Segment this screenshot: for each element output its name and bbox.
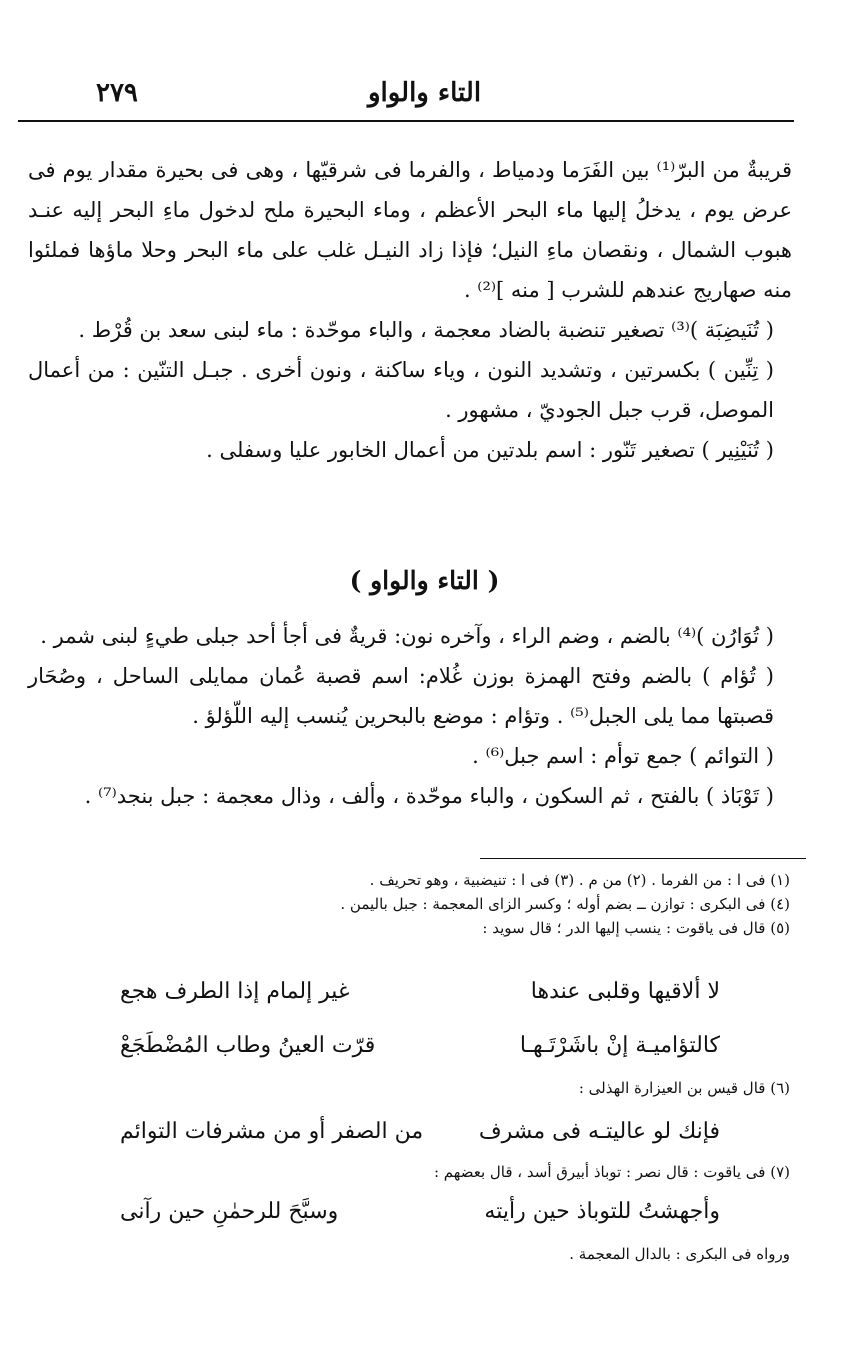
footnote-rule bbox=[480, 858, 806, 859]
header-rule bbox=[18, 120, 794, 122]
footnote-7: (٧) فى ياقوت : قال نصر : توباذ أبيرق أسد ، قال بعضهم : bbox=[433, 1163, 790, 1181]
verse-line bbox=[120, 1112, 720, 1152]
section-heading: ( التاء والواو ) bbox=[349, 566, 500, 595]
entry-tawbadh: ( تَوْبَاذ ) بالفتح ، ثم السكون ، والباء موحّدة ، وألف ، وذال معجمة : جبل بنجد⁽⁷⁾ . bbox=[84, 784, 774, 808]
footnote-6: (٦) قال قيس بن العيزارة الهذلى : bbox=[578, 1079, 790, 1097]
verse-line bbox=[120, 972, 720, 1012]
verse-hemistich: لا ألاقيها وقلبى عندها bbox=[530, 979, 720, 1004]
verse-hemistich: وأجهشتُ للتوباذ حين رأيته bbox=[484, 1199, 720, 1224]
verse-hemistich: فإنك لو عاليتـه فى مشرف bbox=[478, 1119, 720, 1144]
entry-tunaynir: ( تُنَيْنِير ) تصغير تَنّور : اسم بلدتين من أعمال الخابور عليا وسفلى . bbox=[206, 438, 774, 462]
verse-line bbox=[120, 1026, 720, 1066]
footnote-1-3: (١) فى ا : من الفرما . (٢) من م . (٣) فى ا : تنيضبية ، وهو تحريف . bbox=[369, 871, 790, 889]
footnote-4: (٤) فى البكرى : توازن ــ بضم أوله ؛ وكسر الزاى المعجمة : جبل باليمن . bbox=[340, 895, 790, 913]
entry-tuam: ( تُؤام ) بالضم وفتح الهمزة بوزن غُلام: اسم قصبة عُمان ممايلى الساحل ، وصُحَار قصبتها مما يلى الجبل⁽⁵⁾ . وتؤام : موضع بالبحرين يُنسب إليه اللّؤلؤ . bbox=[28, 664, 774, 728]
footnotes bbox=[40, 868, 790, 940]
running-title: التاء والواو bbox=[367, 78, 482, 108]
verse-hemistich: غير إلمام إذا الطرف هجع bbox=[120, 979, 350, 1004]
verse-line bbox=[120, 1192, 720, 1232]
footnote-5: (٥) قال فى ياقوت : ينسب إليها الدر ؛ قال سويد : bbox=[482, 919, 790, 937]
verse-hemistich: قرّت العينُ وطاب المُضْطَجَعْ bbox=[120, 1033, 376, 1058]
main-text-2 bbox=[28, 616, 792, 816]
main-text bbox=[28, 150, 792, 470]
verse-hemistich: كالتؤاميـة إنْ باشَرْتَـهـا bbox=[519, 1033, 720, 1058]
footnote-7-note: ورواه فى البكرى : بالدال المعجمة . bbox=[569, 1245, 790, 1263]
entry-tinnin: ( تِنِّين ) بكسرتين ، وتشديد النون ، وياء ساكنة ، ونون أخرى . جبـل التنّين : من أعمال الموصل، قرب جبل الجوديّ ، مشهور . bbox=[28, 358, 774, 422]
verse-hemistich: من الصفر أو من مشرفات التوائم bbox=[120, 1119, 424, 1144]
entry-tunaydiba: ( تُنَيضِبَة )⁽³⁾ تصغير تنضبة بالضاد معجمة ، والباء موحّدة : ماء لبنى سعد بن قُرْط . bbox=[78, 318, 774, 342]
entry-paragraph: قريبةٌ من البرّ⁽¹⁾ بين الفَرَما ودمياط ، والفرما فى شرقيّها ، وهى فى بحيرة مقدار يوم فى عرض يوم ، يدخلُ إليها ماء البحر الأعظم ، وماء البحيرة ملح لدخول ماءِ البحر إليه عنـد هبوب الشمال ، ونقصان ماءِ النيل؛ فإذا زاد النيـل غلب على ماء البحر وحلا ماؤها فملئوا منه صهاريج عندهم للشرب [ منه ]⁽²⁾ . bbox=[28, 158, 792, 302]
verse-hemistich: وسبَّحَ للرحمٰنِ حين رآنى bbox=[120, 1199, 339, 1224]
running-head bbox=[0, 78, 849, 112]
entry-tawaim: ( التوائم ) جمع توأم : اسم جبل⁽⁶⁾ . bbox=[472, 744, 774, 768]
entry-tuwarun: ( تُوَارُن )⁽⁴⁾ بالضم ، وضم الراء ، وآخره نون: قريةٌ فى أجأ أحد جبلى طيءٍ لبنى شمر . bbox=[40, 624, 774, 648]
page-number: ٢٧٩ bbox=[96, 78, 138, 108]
